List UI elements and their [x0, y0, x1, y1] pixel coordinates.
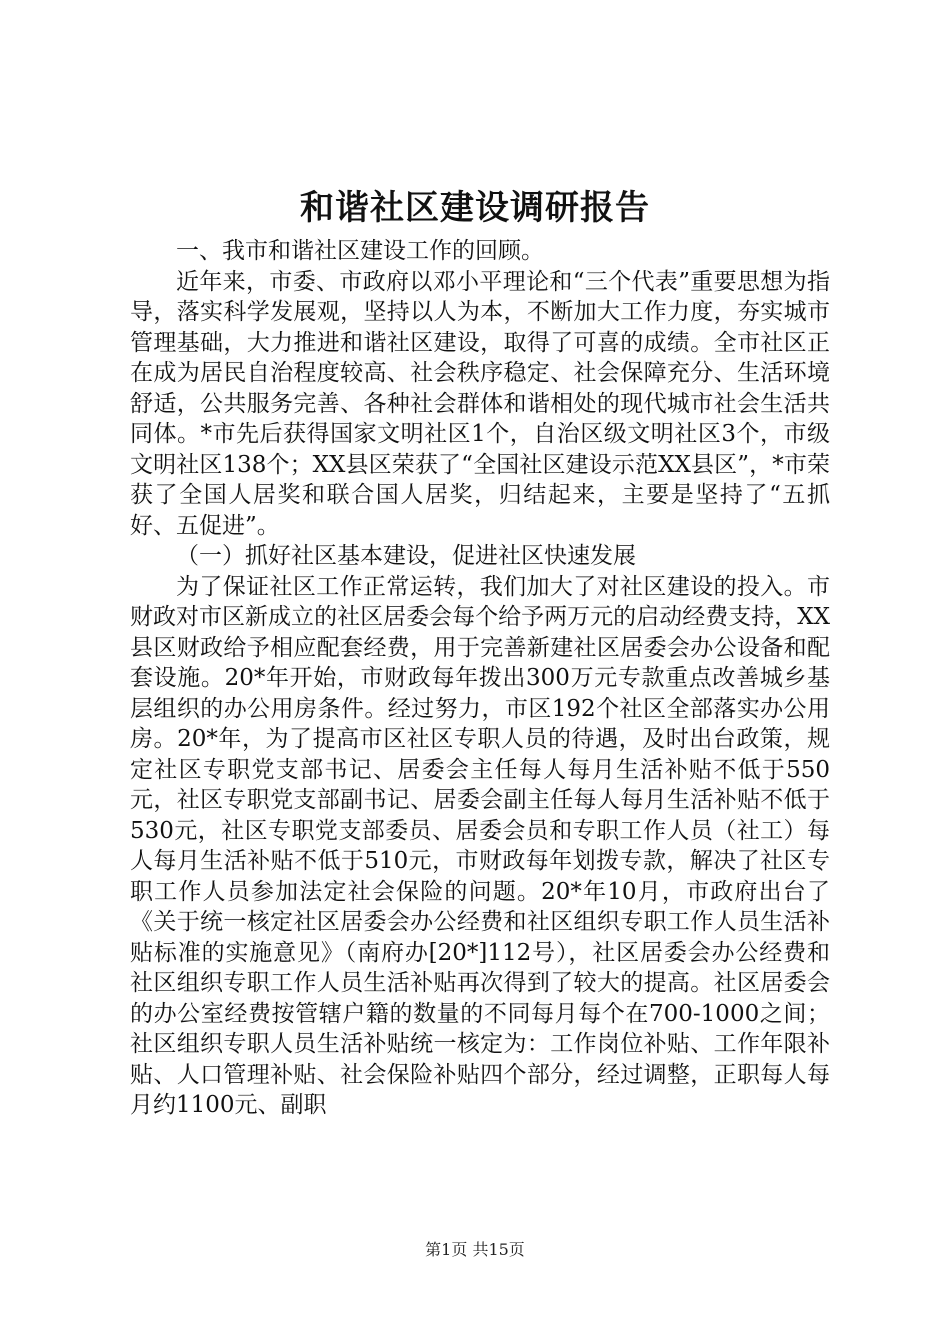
document-title: 和谐社区建设调研报告 [300, 188, 650, 228]
section-heading: 一、我市和谐社区建设工作的回顾。 [176, 238, 544, 264]
paragraph: 为了保证社区工作正常运转，我们加大了对社区建设的投入。市财政对市区新成立的社区居委会每个给予两万元的启动经费支持，XX县区财政给予相应配套经费，用于完善新建社区居委会办公设备和配套设施。20*年开始，市财政每年拨出300万元专款重点改善城乡基层组织的办公用房条件。经过努力，市区192个社区全部落实办公用房。20*年，为了提高市区社区专职人员的待遇，及时出台政策，规定社区专职党支部书记、居委会主任每人每月生活补贴不低于550元，社区专职党支部副书记、居委会副主任每人每月生活补贴不低于530元，社区专职党支部委员、居委会员和专职工作人员（社工）每人每月生活补贴不低于510元，市财政每年划拨专款，解决了社区专职工作人员参加法定社会保险的问题。20*年10月，市政府出台了《关于统一核定社区居委会办公经费和社区组织专职工作人员生活补贴标准的实施意见》（南府办[20*]112号），社区居委会办公经费和社区组织专职工作人员生活补贴再次得到了较大的提高。社区居委会的办公室经费按管辖户籍的数量的不同每月每个在700-1000之间；社区组织专职人员生活补贴统一核定为：工作岗位补贴、工作年限补贴、人口管理补贴、社会保险补贴四个部分，经过调整，正职每人每月约1100元、副职 [130, 573, 830, 1118]
paragraph: 近年来，市委、市政府以邓小平理论和“三个代表”重要思想为指导，落实科学发展观，坚持以人为本，不断加大工作力度，夯实城市管理基础，大力推进和谐社区建设，取得了可喜的成绩。全市社区正在成为居民自治程度较高、社会秩序稳定、社会保障充分、生活环境舒适，公共服务完善、各种社会群体和谐相处的现代城市社会生活共同体。*市先后获得国家文明社区1个，自治区级文明社区3个，市级文明社区138个；XX县区荣获了“全国社区建设示范XX县区”，*市荣获了全国人居奖和联合国人居奖，归结起来，主要是坚持了“五抓好、五促进”。 [130, 268, 830, 539]
subsection-heading: （一）抓好社区基本建设，促进社区快速发展 [176, 543, 636, 569]
document-body [130, 236, 830, 1121]
page-number-footer: 第1页 共15页 [425, 1240, 525, 1259]
